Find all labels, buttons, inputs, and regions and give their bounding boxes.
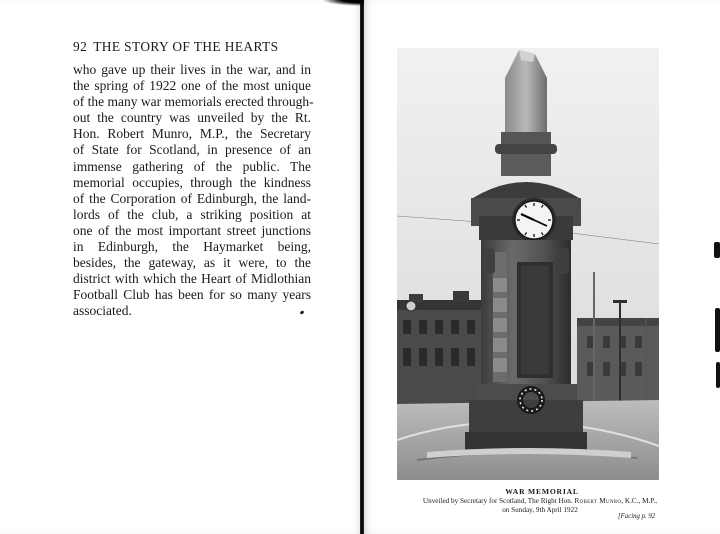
photo-caption-title: WAR MEMORIAL <box>505 487 579 496</box>
text-line: one of the most important street junctions <box>73 222 311 238</box>
text-line: the spring of 1922 one of the most unique <box>73 78 311 94</box>
war-memorial-photo <box>397 48 659 480</box>
text-line: besides, the gateway, as it were, to the <box>73 255 311 271</box>
text-line: of the Corporation of Edinburgh, the land- <box>73 190 311 206</box>
memorial-illustration <box>397 48 659 480</box>
text-line: of the many war memorials erected through- <box>73 94 314 110</box>
text-line: of State for Scotland, in presence of an <box>73 142 311 158</box>
text-line: lords of the club, a striking position at <box>73 206 311 222</box>
caption-part1: Unveiled by Secretary for Scotland, The Right Hon. <box>422 497 573 505</box>
running-head <box>73 39 313 55</box>
right-page <box>364 0 720 534</box>
text-line: out the country was unveiled by the Rt. <box>73 110 311 126</box>
text-line: associated. <box>73 303 132 319</box>
text-line: memorial occupies, through the kindness <box>73 174 311 190</box>
text-line: who gave up their lives in the war, and in <box>73 62 311 77</box>
text-line: in Edinburgh, the Haymarket being, <box>73 239 311 255</box>
text-line: Football Club has been for so many years <box>73 287 311 303</box>
text-line: Hon. Robert Munro, M.P., the Secretary <box>73 126 311 142</box>
facing-page-note: [Facing p. 92 <box>618 513 656 520</box>
text-line: immense gathering of the public. The <box>73 158 311 174</box>
caption-date-line: on Sunday, 9th April 1922 <box>502 506 578 515</box>
running-head-title: THE STORY OF THE HEARTS <box>93 39 279 54</box>
caption-name: Robert Munro <box>574 497 622 505</box>
body-paragraph <box>73 62 314 320</box>
caption-part2: , K.C., M.P., <box>621 497 658 505</box>
text-line: district with which the Heart of Midlothian <box>73 271 311 287</box>
page-edge-marks <box>710 230 720 400</box>
page-number: 92 <box>73 39 88 54</box>
